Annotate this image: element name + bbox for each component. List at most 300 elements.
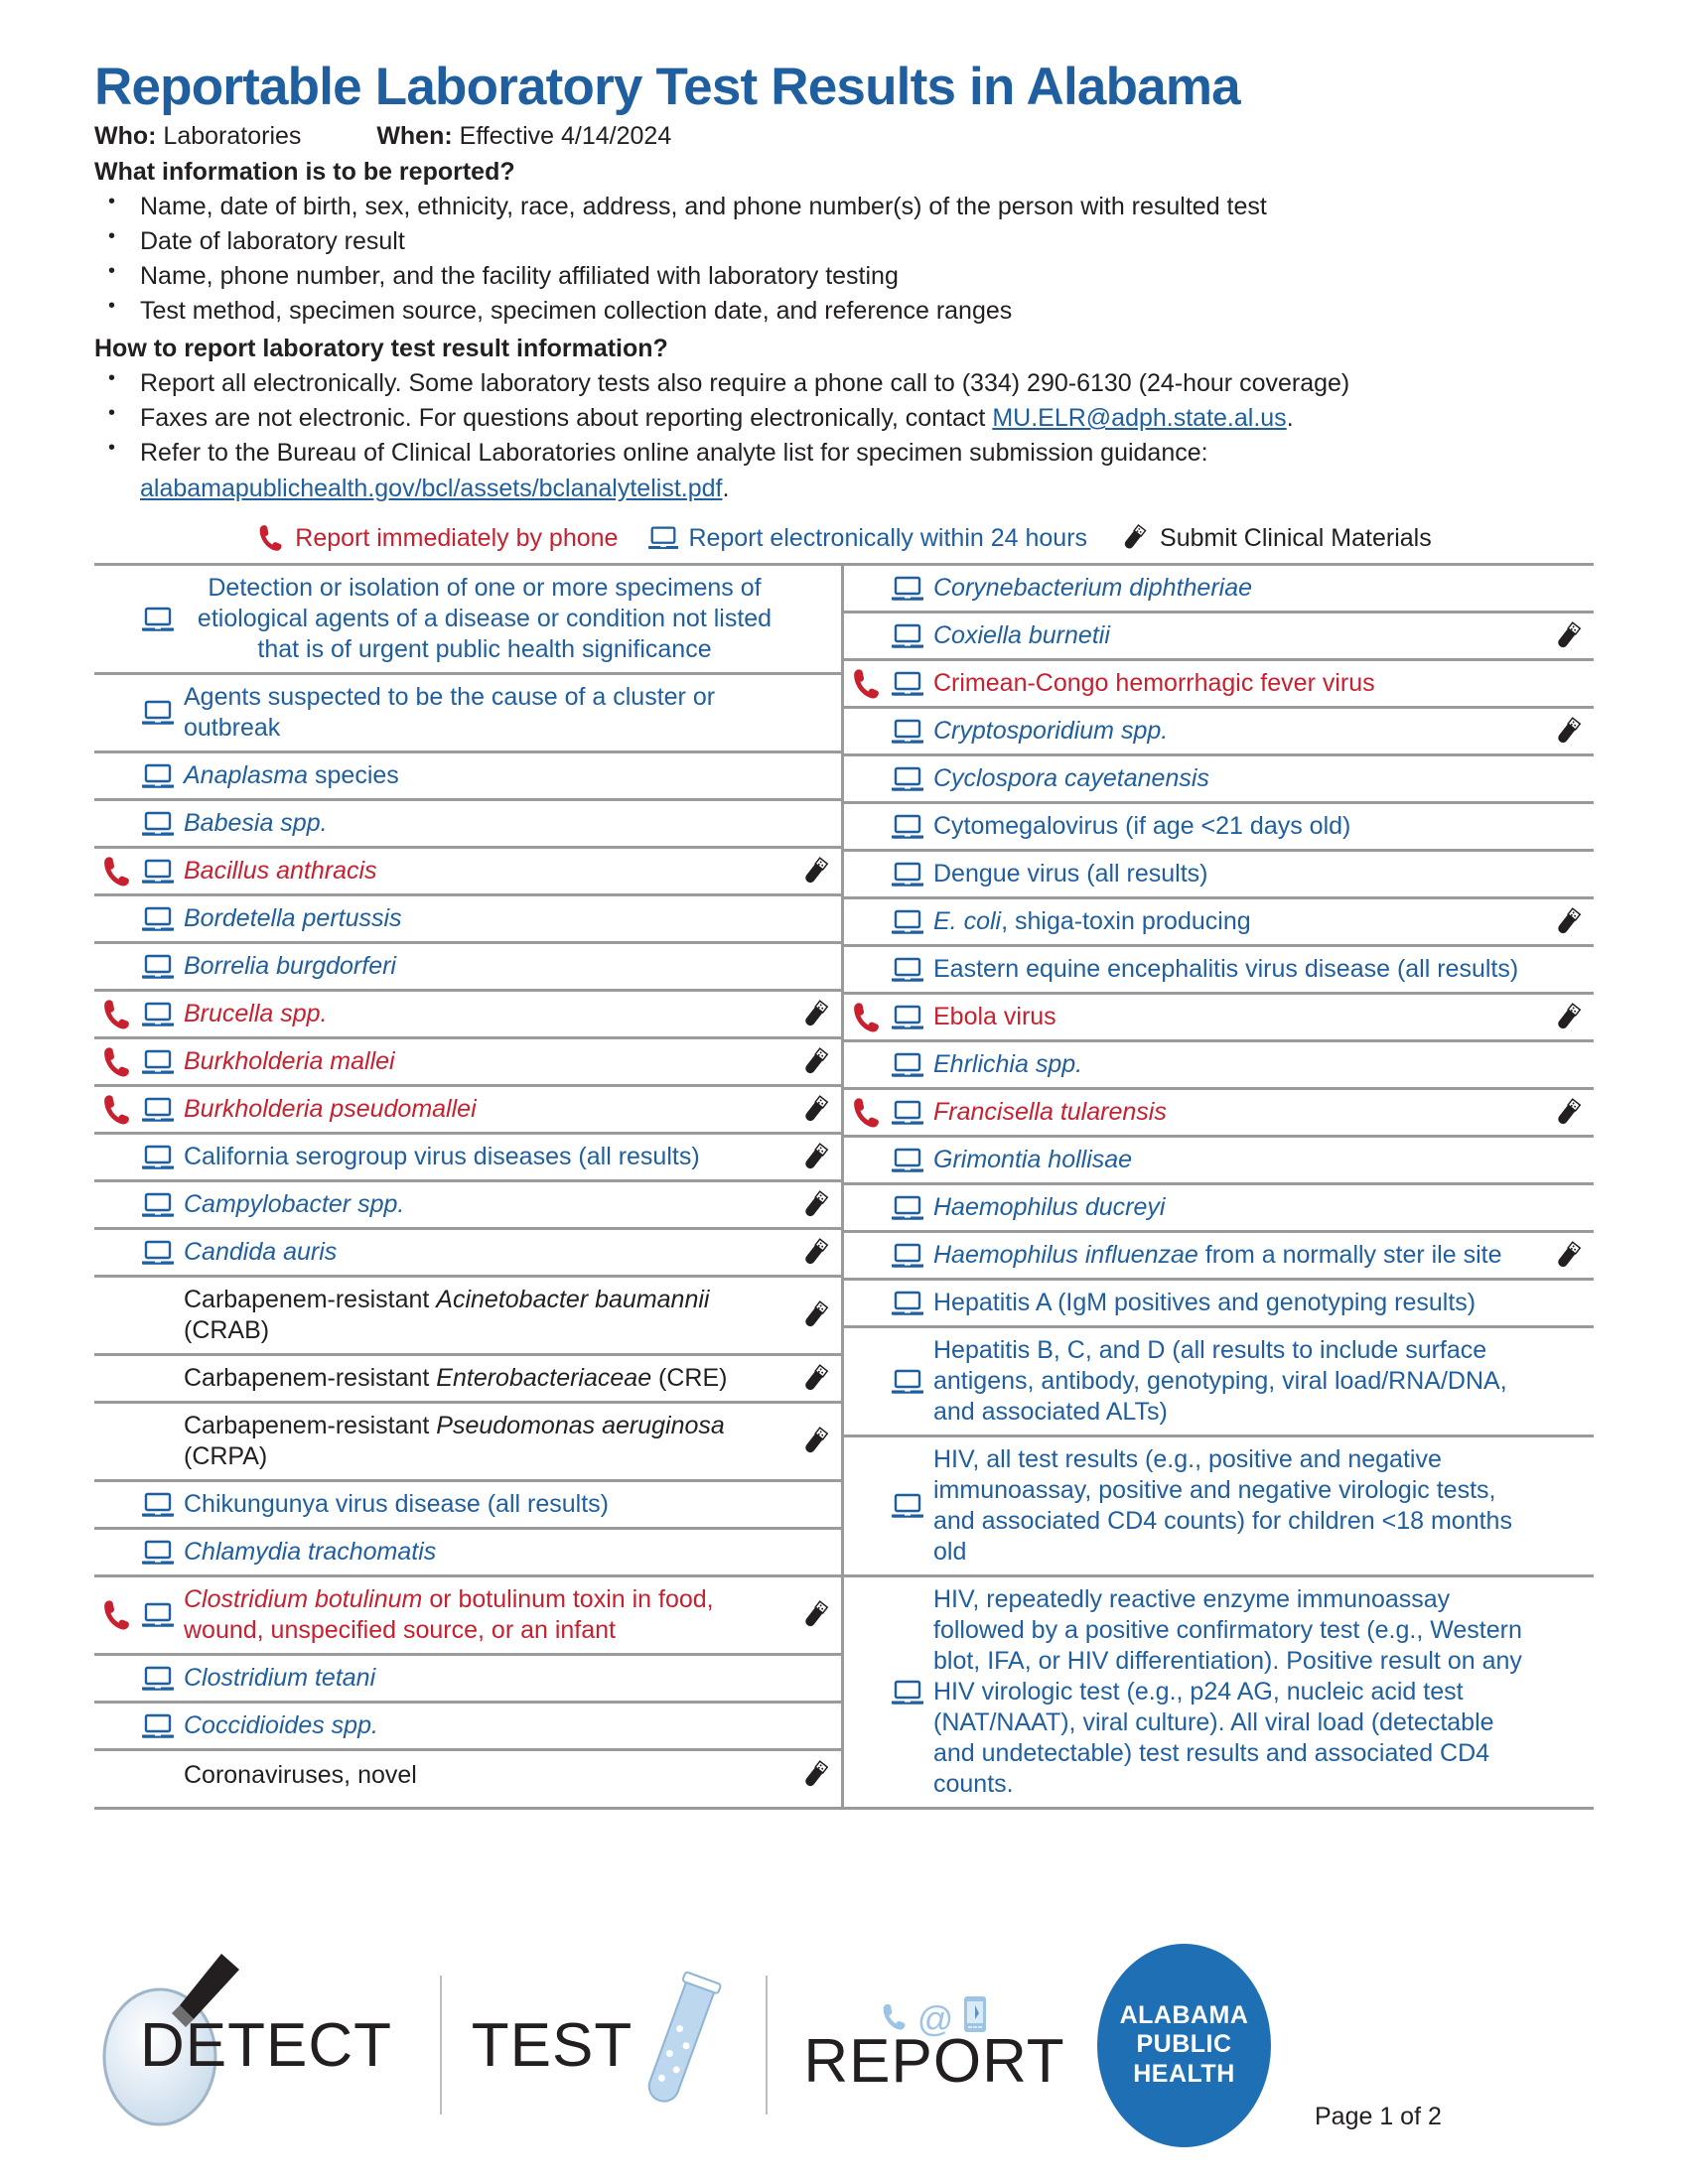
phone-icon [850,667,884,701]
when-label: When: [376,121,453,150]
table-row-label [180,1187,789,1222]
laptop-cell [136,1665,180,1693]
tube-cell [789,1599,841,1631]
table-row-label [180,680,789,746]
table-row-label [929,1442,1542,1570]
laptop-icon [141,1001,175,1028]
tube-cell [789,1426,841,1457]
table-row [844,1577,1594,1807]
table-row [844,852,1594,899]
legend-item-tube [1117,523,1432,553]
table-row [844,1138,1594,1185]
table-row-label [180,1044,789,1079]
table-row-label [180,1535,789,1570]
laptop-cell [136,606,180,633]
laptop-cell [886,575,929,603]
label-text: Ebola virus [933,1003,1056,1031]
laptop-cell [886,1242,929,1270]
laptop-icon [141,1712,175,1740]
table-row [94,849,841,896]
test-tube-icon [797,1142,833,1173]
legend-label-laptop: Report electronically within 24 hours [688,523,1088,552]
laptop-cell [886,765,929,793]
phone-cell [94,1598,136,1632]
laptop-cell [136,1601,180,1629]
table-row-label [929,1047,1542,1082]
legend-item-phone [256,523,618,553]
organism-name: Brucella spp. [184,1000,328,1028]
label-text: , shiga-toxin producing [1001,907,1251,936]
test-tube-icon [1550,620,1586,652]
table-row [94,1182,841,1230]
label-text: Eastern equine encephalitis virus disease (all results) [933,955,1519,984]
table-row-label [180,571,789,667]
email-link[interactable]: MU.ELR@adph.state.al.us [992,404,1287,433]
footer-test [460,1946,748,2144]
table-row [94,753,841,801]
table-row [844,1042,1594,1090]
table-row-label [929,1095,1542,1130]
footer-test-label: TEST [471,2010,633,2080]
organism-name: Grimontia hollisae [933,1146,1133,1174]
table-row-label [180,1758,789,1793]
test-tube-icon [1550,1240,1586,1272]
label-text: HIV, repeatedly reactive enzyme immunoassay followed by a positive confirmatory test (e.g., Western blot, IFA, or HIV differentiation). Positive result on any HIV virologic test (e.g., p24 AG, nucleic acid test (NAT/NAAT), viral culture). All viral load (detectable and undetectable) test results and associated CD4 counts. [933,1585,1522,1799]
phone-icon [850,1001,884,1034]
who-label: Who: [94,121,157,150]
laptop-cell [136,1239,180,1267]
organism-name: Pseudomonas aeruginosa [436,1412,725,1440]
analyte-list-line [94,472,1594,505]
laptop-cell [136,1491,180,1519]
laptop-cell [136,762,180,790]
table-row [844,804,1594,852]
tube-cell [1542,1240,1594,1272]
tube-cell [1542,620,1594,652]
table-row-label [929,1333,1542,1430]
table-row-label [180,758,789,793]
list-item: • Name, phone number, and the facility affiliated with laboratory testing [94,259,1594,293]
organism-name: E. coli [933,907,1002,936]
table-row [844,566,1594,614]
laptop-icon [891,1242,924,1270]
table-row [94,1704,841,1751]
laptop-cell [136,858,180,886]
laptop-cell [886,622,929,650]
table-row [844,1328,1594,1437]
how-bullet-2-suffix: . [1286,404,1294,433]
table-row [94,1087,841,1135]
table-row-label [180,1361,789,1396]
phone-icon [100,1045,134,1079]
phone-cell [844,1001,886,1034]
footer-divider-1 [440,1976,442,2115]
label-text: (CRPA) [184,1442,268,1471]
phone-cell [844,667,886,701]
laptop-cell [136,1096,180,1124]
laptop-icon [891,670,924,698]
label-text: Hepatitis B, C, and D (all results to include surface antigens, antibody, genotyping, viral load/RNA/DNA, and associated ALTs) [933,1336,1507,1427]
table-row [844,614,1594,661]
laptop-icon [891,1099,924,1127]
table-row-label [180,1235,789,1270]
how-bullet-2-text: Faxes are not electronic. For questions about reporting electronically, contact [140,404,993,433]
test-tube-icon [797,1599,833,1631]
table-row [94,1356,841,1404]
laptop-icon [141,1665,175,1693]
laptop-icon [891,718,924,746]
organism-name: Haemophilus influenzae [933,1241,1198,1270]
laptop-icon [141,762,175,790]
phone-cell [844,1096,886,1130]
laptop-cell [136,699,180,727]
label-text: from a normally ster ile site [1197,1241,1502,1270]
laptop-cell [886,1147,929,1174]
who-value: Laboratories [163,121,302,150]
table-row [844,756,1594,804]
organism-name: Clostridium tetani [184,1664,376,1693]
footer [94,1941,1594,2149]
table-column-left [94,566,844,1807]
table-row-label [929,857,1542,891]
laptop-cell [136,1001,180,1028]
table-row [844,661,1594,709]
table-row [844,1185,1594,1233]
laptop-cell [886,1099,929,1127]
table-row-label [180,1661,789,1696]
laptop-icon [141,1191,175,1219]
laptop-icon [141,858,175,886]
table-row [94,1482,841,1530]
test-tube-icon [1550,906,1586,938]
table-row [94,1278,841,1356]
tube-cell [1542,906,1594,938]
how-bullet-3-text: Refer to the Bureau of Clinical Laboratories online analyte list for specimen submission guidance: [140,439,1208,468]
label-text: Carbapenem-resistant [184,1286,437,1314]
test-tube-icon [1550,1097,1586,1129]
organism-name: Enterobacteriaceae [436,1364,652,1393]
section-what-heading: What information is to be reported? [94,157,515,186]
organism-name: Haemophilus ducreyi [933,1193,1166,1222]
laptop-cell [136,905,180,933]
who-when-line [94,121,1594,151]
table-row-label [180,901,789,936]
phone-icon [100,1093,134,1127]
footer-report [785,1946,1083,2144]
table-row-label [180,1092,789,1127]
label-text: Carbapenem-resistant [184,1412,437,1440]
label-text: Crimean-Congo hemorrhagic fever virus [933,669,1375,698]
list-item [94,401,1594,435]
laptop-cell [886,908,929,936]
table-row [94,1230,841,1278]
laptop-icon [891,1492,924,1520]
laptop-cell [886,956,929,984]
alabama-public-health-logo [1097,1944,1271,2147]
table-row-label [180,1582,789,1648]
laptop-icon [891,575,924,603]
laptop-icon [891,1290,924,1317]
label-text: Cytomegalovirus (if age <21 days old) [933,812,1351,841]
table-row-label [929,1286,1542,1320]
tube-cell [789,1046,841,1078]
list-item [94,436,1594,470]
table-row-label [929,714,1542,749]
laptop-cell [886,1051,929,1079]
table-row [844,1437,1594,1577]
laptop-icon [891,1147,924,1174]
analyte-list-suffix: . [722,475,730,503]
laptop-icon [141,810,175,838]
laptop-icon [141,1491,175,1519]
organism-name: Clostridium botulinum [184,1585,423,1614]
test-tube-icon [797,999,833,1030]
laptop-icon [891,956,924,984]
legend-label-phone: Report immediately by phone [295,523,619,552]
table-row [94,1039,841,1087]
laptop-cell [136,810,180,838]
section-how-heading: How to report laboratory test result information? [94,334,668,362]
logo-line-2: PUBLIC [1136,2030,1232,2059]
tube-cell [1542,1002,1594,1033]
organism-name: Bacillus anthracis [184,857,377,886]
organism-name: Bordetella pertussis [184,904,402,933]
table-row-label [929,1238,1542,1273]
test-tube-icon [627,1961,736,2129]
reportable-table [94,563,1594,1810]
test-tube-icon [797,1094,833,1126]
laptop-cell [136,953,180,981]
laptop-icon [891,908,924,936]
laptop-cell [136,1048,180,1076]
organism-name: Burkholderia mallei [184,1047,395,1076]
laptop-icon [141,1601,175,1629]
table-row-label [180,949,789,984]
laptop-icon [141,905,175,933]
table-row [844,1233,1594,1281]
table-row [844,995,1594,1042]
label-text: California serogroup virus diseases (all results) [184,1143,700,1171]
test-tube-icon [797,1426,833,1457]
laptop-icon [891,765,924,793]
laptop-icon [141,1048,175,1076]
test-tube-icon [1117,523,1151,553]
table-row [94,944,841,992]
label-text: Dengue virus (all results) [933,860,1208,888]
table-row [94,1135,841,1182]
footer-detect-label: DETECT [140,2010,392,2080]
phone-cell [94,1045,136,1079]
at-icon: @ [916,1997,954,2039]
tube-cell [789,1299,841,1331]
organism-name: Coxiella burnetii [933,621,1110,650]
table-row [844,1281,1594,1328]
test-tube-icon [797,1363,833,1395]
laptop-icon [891,1004,924,1031]
laptop-cell [136,1144,180,1171]
label-text: or botulinum toxin in food, wound, unspecified source, or an infant [184,1585,714,1645]
table-row-label [929,1190,1542,1225]
test-tube-icon [797,1299,833,1331]
tube-cell [789,1759,841,1791]
footer-divider-2 [766,1976,768,2115]
organism-name: Candida auris [184,1238,338,1267]
organism-name: Chlamydia trachomatis [184,1538,437,1567]
legend-label-tube: Submit Clinical Materials [1160,523,1432,552]
tube-cell [789,1094,841,1126]
table-row [94,566,841,675]
laptop-icon [891,813,924,841]
laptop-icon [141,699,175,727]
laptop-icon [891,1368,924,1396]
organism-name: Ehrlichia spp. [933,1050,1083,1079]
tube-cell [789,1142,841,1173]
table-row-label [180,1283,789,1348]
label-text: Agents suspected to be the cause of a cluster or outbreak [184,683,716,743]
organism-name: Cryptosporidium spp. [933,717,1169,746]
tube-cell [789,1189,841,1221]
laptop-icon [647,525,679,551]
organism-name: Corynebacterium diphtheriae [933,574,1253,603]
table-row [94,675,841,753]
tube-cell [789,1237,841,1269]
organism-name: Babesia spp. [184,809,328,838]
laptop-cell [886,1492,929,1520]
table-row [94,801,841,849]
label-text: Detection or isolation of one or more specimens of etiological agents of a disease or condition not listed that is of urgent public health significance [197,574,773,664]
laptop-icon [891,622,924,650]
how-bullet-list [94,366,1594,470]
table-row [94,1530,841,1577]
tube-cell [789,856,841,887]
organism-name: Borrelia burgdorferi [184,952,396,981]
table-row [844,899,1594,947]
table-row-label [929,952,1542,987]
logo-line-1: ALABAMA [1119,2000,1249,2029]
page-number: Page 1 of 2 [1315,2103,1442,2130]
organism-name: Anaplasma [184,761,309,790]
table-row-label [180,1140,789,1174]
phone-cell [94,998,136,1031]
table-row-label [929,761,1542,796]
laptop-icon [891,1679,924,1706]
phone-cell [94,855,136,888]
when-value: Effective 4/14/2024 [459,121,672,150]
label-text: (CRE) [651,1364,728,1393]
label-text: (CRAB) [184,1316,270,1345]
table-row [94,992,841,1039]
table-row-label [929,904,1542,939]
organism-name: Campylobacter spp. [184,1190,405,1219]
table-row-label [180,1487,789,1522]
analyte-list-link[interactable]: alabamapublichealth.gov/bcl/assets/bclanalytelist.pdf [140,475,723,503]
test-tube-icon [1550,716,1586,748]
laptop-cell [136,1539,180,1567]
laptop-icon [141,1096,175,1124]
label-text: species [308,761,399,790]
laptop-cell [886,813,929,841]
laptop-icon [891,1051,924,1079]
laptop-cell [886,1194,929,1222]
phone-icon [100,1598,134,1632]
test-tube-icon [797,856,833,887]
laptop-icon [141,953,175,981]
laptop-icon [891,1194,924,1222]
laptop-cell [886,1679,929,1706]
test-tube-icon [797,1046,833,1078]
document-content [94,60,1594,1810]
laptop-icon [141,606,175,633]
table-row-label [180,1708,789,1743]
laptop-cell [886,718,929,746]
label-text: Coronaviruses, novel [184,1760,417,1789]
footer-report-label: REPORT [803,2026,1065,2096]
table-row [844,947,1594,995]
legend-item-laptop [647,524,1087,553]
organism-name: Francisella tularensis [933,1098,1167,1127]
table-row [844,1090,1594,1138]
footer-detect [94,1946,422,2144]
tube-cell [1542,1097,1594,1129]
phone-icon [850,1096,884,1130]
laptop-cell [886,861,929,888]
phone-icon [256,523,286,553]
table-column-right [844,566,1594,1807]
organism-name: Acinetobacter baumannii [436,1286,710,1314]
label-text: Hepatitis A (IgM positives and genotyping results) [933,1289,1477,1317]
test-tube-icon [797,1237,833,1269]
table-row-label [929,809,1542,844]
list-item: • Report all electronically. Some laboratory tests also require a phone call to (334) 290-6130 (24-hour coverage) [94,366,1594,400]
test-tube-icon [797,1189,833,1221]
laptop-cell [886,1368,929,1396]
table-row-label [929,571,1542,606]
list-item: • Test method, specimen source, specimen collection date, and reference ranges [94,294,1594,328]
table-row-label [929,1582,1542,1802]
table-row [844,709,1594,756]
laptop-icon [141,1144,175,1171]
label-text: Carbapenem-resistant [184,1364,437,1393]
laptop-icon [141,1239,175,1267]
test-tube-icon [797,1759,833,1791]
organism-name: Burkholderia pseudomallei [184,1095,477,1124]
tube-cell [789,999,841,1030]
table-row-label [180,854,789,888]
phone-cell [94,1093,136,1127]
phone-icon [100,855,134,888]
laptop-cell [886,1290,929,1317]
table-row [94,896,841,944]
table-row-label [929,1000,1542,1034]
table-row-label [180,997,789,1031]
label-text: HIV, all test results (e.g., positive and negative immunoassay, positive and negative virologic tests, and associated CD4 counts) for children <18 months old [933,1445,1512,1567]
laptop-icon [141,1539,175,1567]
table-row-label [929,1143,1542,1177]
page-title: Reportable Laboratory Test Results in Alabama [94,58,1240,116]
table-row-label [180,1409,789,1474]
label-text: Chikungunya virus disease (all results) [184,1490,609,1519]
list-item: • Date of laboratory result [94,224,1594,258]
laptop-cell [136,1191,180,1219]
test-tube-icon [1550,1002,1586,1033]
table-row-label [929,618,1542,653]
organism-name: Coccidioides spp. [184,1711,378,1740]
tube-cell [789,1363,841,1395]
table-row-label [180,806,789,841]
table-row [94,1577,841,1656]
table-row-label [929,666,1542,701]
phone-icon [100,998,134,1031]
